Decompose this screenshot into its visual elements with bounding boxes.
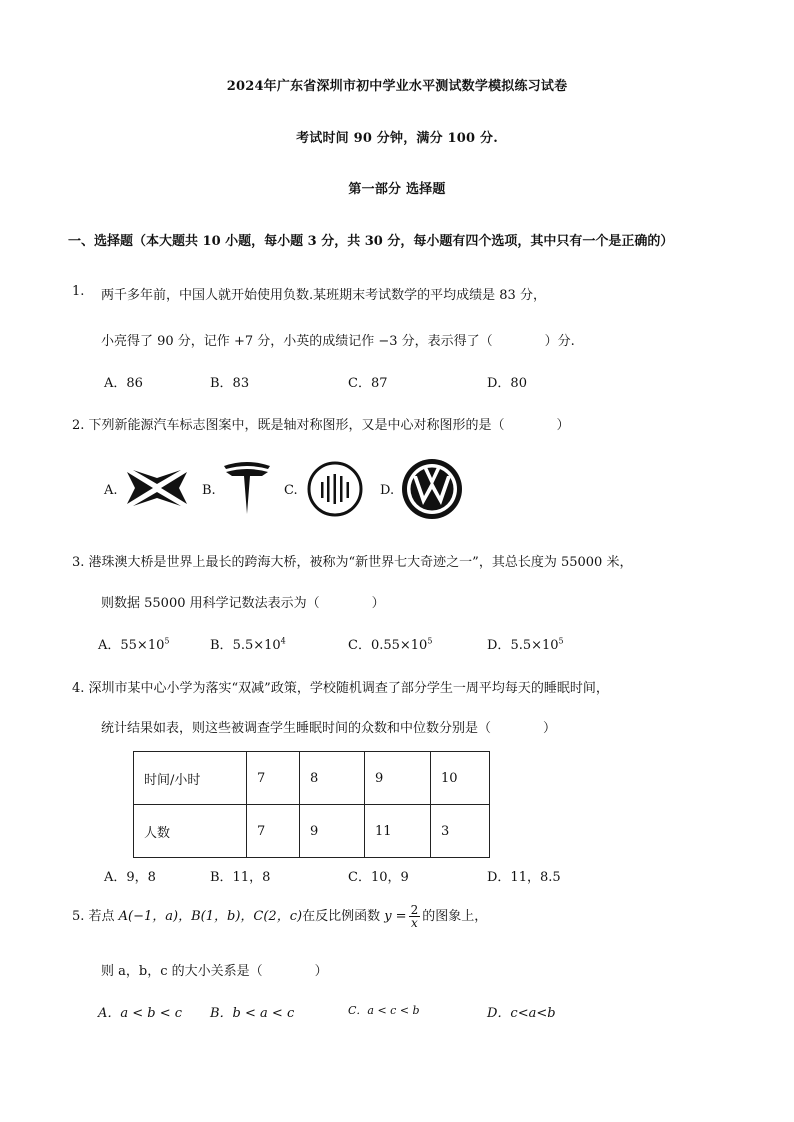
- table-cell: 7: [247, 752, 300, 805]
- q4-line2: 统计结果如表，则这些被调查学生睡眠时间的众数和中位数分别是（ ）: [101, 721, 557, 736]
- q1-option-c: C．87: [348, 376, 388, 391]
- sleep-time-table: [133, 751, 490, 858]
- q1-option-a: A．86: [104, 376, 143, 391]
- table-cell: 7: [247, 805, 300, 858]
- q1-number: 1.: [72, 284, 85, 299]
- table-row: [134, 805, 490, 858]
- table-cell: 9: [365, 752, 431, 805]
- q4-line1: 4. 深圳市某中心小学为落实“双减”政策，学校随机调查了部分学生一周平均每天的睡眠时间，: [72, 681, 609, 696]
- section-heading: 一、选择题（本大题共 10 小题，每小题 3 分，共 30 分，每小题有四个选项，其中只有一个是正确的）: [68, 234, 674, 249]
- q5-pre: 5. 若点: [72, 909, 119, 924]
- q5-post: 的图象上，: [422, 909, 488, 924]
- q2-label-b: B.: [202, 483, 216, 498]
- q5-mid: 在反比例函数: [302, 909, 385, 924]
- q5-option-d: D．c<a<b: [487, 1006, 556, 1021]
- nio-logo-icon: [306, 460, 364, 518]
- q2-line: 2. 下列新能源汽车标志图案中，既是轴对称图形，又是中心对称图形的是（ ）: [72, 418, 570, 433]
- q1-line1: 两千多年前，中国人就开始使用负数.某班期末考试数学的平均成绩是 83 分，: [101, 288, 546, 303]
- q2-label-c: C.: [284, 483, 298, 498]
- q3-option-a: A．$55\times 10^5$: [98, 636, 170, 653]
- table-cell: 10: [431, 752, 490, 805]
- exam-title: 2024年广东省深圳市初中学业水平测试数学模拟练习试卷: [226, 79, 568, 94]
- table-cell: 人数: [134, 805, 247, 858]
- q5-points: A(−1，a)，B(1，b)，C(2，c): [118, 909, 303, 924]
- q3-option-d: D．$5.5\times 10^5$: [487, 636, 564, 653]
- table-cell: 时间/小时: [134, 752, 247, 805]
- q5-fraction: $\frac{2}{x}$: [410, 903, 419, 930]
- part-heading: 第一部分 选择题: [348, 182, 446, 197]
- q2-label-a: A.: [104, 483, 118, 498]
- q1-option-b: B．83: [210, 376, 250, 391]
- table-row: [134, 752, 490, 805]
- q3-option-b: B．$5.5\times 10^4$: [210, 636, 286, 653]
- q3-line1: 3. 港珠澳大桥是世界上最长的跨海大桥，被称为“新世界七大奇迹之一”，其总长度为 55000 米，: [72, 555, 633, 570]
- volkswagen-logo-icon: [401, 458, 463, 520]
- q4-option-b: B．11，8: [210, 870, 271, 885]
- tesla-logo-icon: [222, 460, 272, 516]
- q5-option-c: C．a < c < b: [348, 1004, 420, 1017]
- table-cell: 8: [300, 752, 365, 805]
- table-cell: 11: [365, 805, 431, 858]
- table-cell: 9: [300, 805, 365, 858]
- q1-option-d: D．80: [487, 376, 527, 391]
- q5-line1: [72, 902, 487, 932]
- q5-option-b: B．b < a < c: [210, 1006, 295, 1021]
- q5-line2: 则 a，b，c 的大小关系是（ ）: [101, 964, 328, 979]
- exam-subtitle: 考试时间 90 分钟，满分 100 分.: [296, 131, 498, 146]
- q3-option-c: C．$0.55\times 10^5$: [348, 636, 433, 653]
- q1-line2: 小亮得了 90 分，记作 +7 分，小英的成绩记作 −3 分，表示得了（ ）分.: [101, 334, 575, 349]
- q4-option-d: D．11，8.5: [487, 870, 561, 885]
- q4-option-c: C．10，9: [348, 870, 409, 885]
- xpeng-logo-icon: [125, 468, 189, 508]
- q4-option-a: A．9，8: [104, 870, 156, 885]
- q5-func-lhs: y =: [384, 909, 407, 924]
- q3-line2: 则数据 55000 用科学记数法表示为（ ）: [101, 596, 385, 611]
- q5-option-a: A．a < b < c: [98, 1006, 183, 1021]
- q2-label-d: D.: [380, 483, 395, 498]
- table-cell: 3: [431, 805, 490, 858]
